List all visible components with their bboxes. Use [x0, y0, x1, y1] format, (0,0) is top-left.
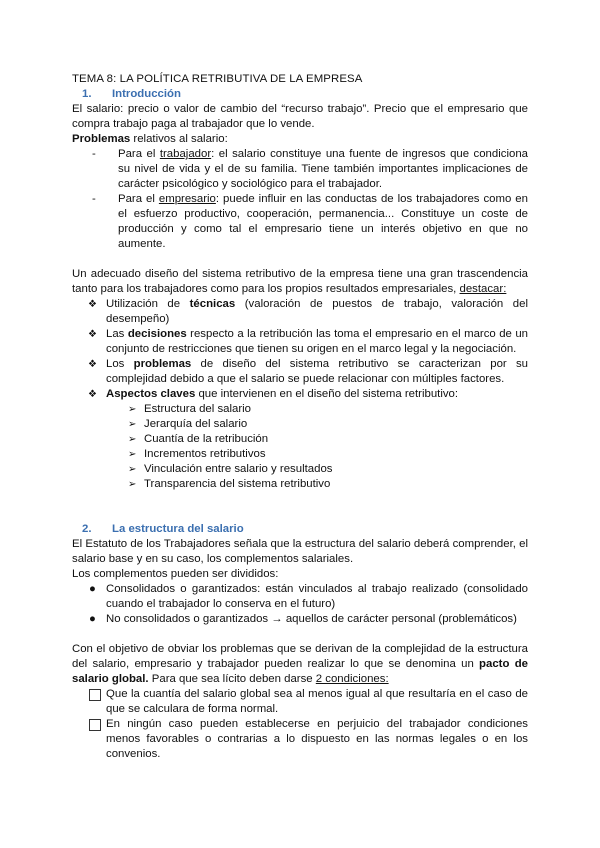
problems-list: [72, 147, 528, 252]
aspect-text: Vinculación entre salario y resultados: [144, 463, 333, 475]
list-item: [72, 462, 528, 477]
section-2-title: La estructura del salario: [112, 523, 244, 535]
list-item: [72, 192, 528, 252]
diamond-bullet-icon: ❖: [88, 389, 97, 400]
pact-underlined: 2 condiciones:: [315, 673, 389, 685]
item-text: Para el: [118, 193, 159, 205]
salary-definition: El salario: precio o valor de cambio del “recurso trabajo”. Precio que el empresario que compra trabajo paga al trabajador que lo vende.: [72, 103, 528, 130]
design-text: Un adecuado diseño del sistema retributivo de la empresa tiene una gran trascendencia tanto para los trabajadores como para los propios resultados empresariales,: [72, 268, 528, 295]
complements-intro: Los complementos pueden ser divididos:: [72, 568, 279, 580]
list-item: [72, 582, 528, 612]
item-text: que intervienen en el diseño del sistema retributivo:: [195, 388, 459, 400]
condition-text: Que la cuantía del salario global sea al menos igual al que resultaría en el caso de que se calculara de forma normal.: [106, 688, 528, 715]
design-underlined: destacar:: [459, 283, 507, 295]
conditions-list: [72, 687, 528, 762]
arrow-bullet-icon: ➢: [128, 404, 137, 415]
problems-intro: [72, 132, 528, 147]
problems-label: Problemas: [72, 133, 131, 145]
checkbox-icon: [89, 719, 101, 731]
item-text: Las: [106, 328, 128, 340]
item-text: Consolidados o garantizados: están vinculados al trabajo realizado (consolidado cuando el trabajador lo conserva en el futuro): [106, 583, 528, 610]
document-page: [72, 72, 528, 762]
design-paragraph: [72, 267, 528, 297]
section-1-number: 1.: [82, 88, 92, 100]
aspect-text: Jerarquía del salario: [144, 418, 248, 430]
diamond-bullet-icon: ❖: [88, 329, 97, 340]
list-item: [72, 387, 528, 402]
document-title: TEMA 8: LA POLÍTICA RETRIBUTIVA DE LA EMPRESA: [72, 73, 363, 85]
global-pact-paragraph: [72, 642, 528, 687]
list-item: [72, 477, 528, 492]
arrow-bullet-icon: ➢: [128, 449, 137, 460]
aspect-text: Incrementos retributivos: [144, 448, 266, 460]
pact-bold: pacto de salario global.: [72, 658, 528, 685]
list-item: [72, 327, 528, 357]
list-item: [72, 432, 528, 447]
list-item: [72, 687, 528, 717]
design-points-list: [72, 297, 528, 402]
complements-list: [72, 582, 528, 627]
list-item: [72, 402, 528, 417]
arrow-bullet-icon: ➢: [128, 419, 137, 430]
condition-text: En ningún caso pueden establecerse en perjuicio del trabajador condiciones menos favorables o contrarias a lo dispuesto en las normas legales o en los convenios.: [106, 718, 528, 760]
dash-bullet-icon: -: [92, 148, 96, 160]
item-text: Para el: [118, 148, 160, 160]
pact-text: Con el objetivo de obviar los problemas que se derivan de la complejidad de la estructura del salario, empresario y trabajador pueden realizar lo que se denomina un: [72, 643, 528, 670]
dot-bullet-icon: ●: [89, 613, 96, 625]
item-text: : el salario constituye una fuente de ingresos que condiciona su nivel de vida y el de su familia. Tiene también importantes implicaciones de carácter psicológico y sociológico para el trabajador.: [118, 148, 528, 190]
pact-text: Para que sea lícito deben darse: [148, 673, 316, 685]
diamond-bullet-icon: ❖: [88, 359, 97, 370]
arrow-bullet-icon: ➢: [128, 464, 137, 475]
section-1-heading: [82, 87, 528, 102]
item-bold: Aspectos claves: [106, 388, 196, 400]
aspect-text: Transparencia del sistema retributivo: [144, 478, 331, 490]
item-underlined: trabajador: [159, 148, 212, 160]
list-item: [72, 147, 528, 192]
item-text: de diseño del sistema retributivo se caracterizan por su complejidad debido a que el salario se puede relacionar con múltiples factores.: [106, 358, 529, 385]
item-text: Utilización de: [106, 298, 190, 310]
list-item: [72, 297, 528, 327]
list-item: [72, 717, 528, 762]
list-item: [72, 357, 528, 387]
item-text: (valoración de puestos de trabajo, valoración del desempeño): [106, 298, 528, 325]
arrow-bullet-icon: ➢: [128, 434, 137, 445]
aspect-text: Cuantía de la retribución: [144, 433, 269, 445]
dash-bullet-icon: -: [92, 193, 96, 205]
list-item: [72, 447, 528, 462]
section-2-number: 2.: [82, 523, 92, 535]
list-item: [72, 417, 528, 432]
item-text: : puede influir en las conductas de los trabajadores como en el esfuerzo productivo, cooperación, permanencia... Constituye un coste de producción y como tal el empresario tiene un interés objetivo en que no aumente.: [118, 193, 528, 250]
item-text: Los: [106, 358, 134, 370]
section-1-title: Introducción: [112, 88, 181, 100]
checkbox-icon: [89, 689, 101, 701]
arrow-bullet-icon: ➢: [128, 479, 137, 490]
aspects-list: [72, 402, 528, 492]
section-2-heading: [82, 522, 528, 537]
list-item: [72, 612, 528, 627]
item-text: No consolidados o garantizados → aquellos de carácter personal (problemáticos): [106, 613, 517, 625]
dot-bullet-icon: ●: [89, 583, 96, 595]
item-bold: decisiones: [127, 328, 187, 340]
problems-text: relativos al salario:: [130, 133, 228, 145]
aspect-text: Estructura del salario: [144, 403, 251, 415]
statute-paragraph: El Estatuto de los Trabajadores señala que la estructura del salario deberá comprender, el salario base y en su caso, los complementos salariales.: [72, 538, 528, 565]
item-bold: problemas: [133, 358, 192, 370]
item-text: respecto a la retribución las toma el empresario en el marco de un conjunto de restricciones que tienen su origen en el marco legal y la negociación.: [106, 328, 528, 355]
item-underlined: empresario: [158, 193, 216, 205]
item-bold: técnicas: [189, 298, 236, 310]
diamond-bullet-icon: ❖: [88, 299, 97, 310]
